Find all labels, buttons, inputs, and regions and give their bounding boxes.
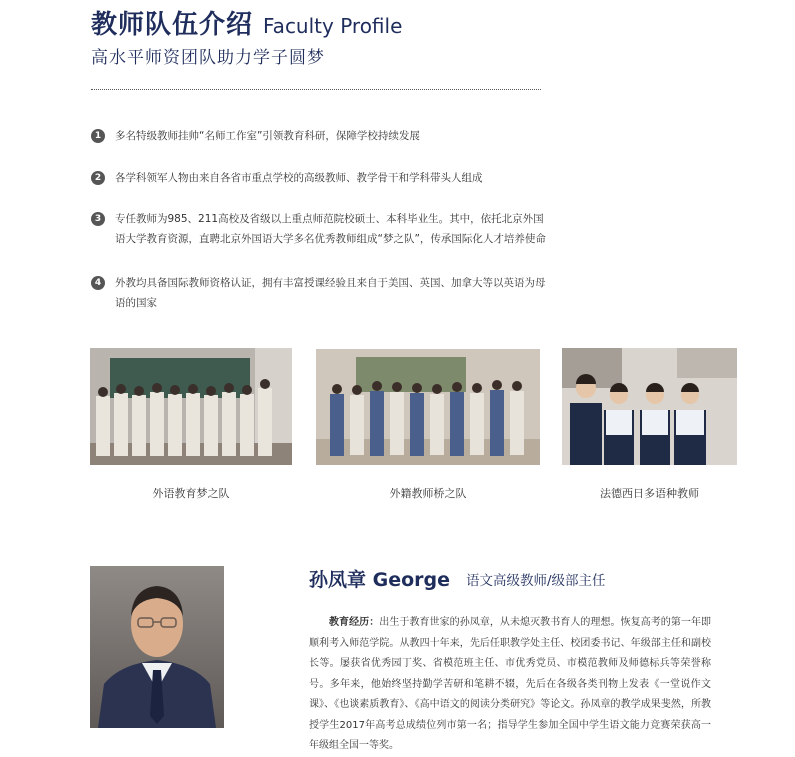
page-title-cn: 教师队伍介绍	[91, 10, 254, 40]
point-item-3	[91, 209, 551, 249]
photo-caption-1: 外语教育梦之队	[152, 487, 230, 500]
number-badge-icon: 4	[91, 276, 105, 290]
teacher-portrait	[90, 566, 224, 728]
bio-label: 教育经历：	[329, 617, 380, 628]
point-item-2	[91, 168, 551, 188]
photo-caption-3: 法德西日多语种教师	[600, 487, 699, 500]
number-badge-icon: 3	[91, 212, 105, 226]
teacher-title: 语文高级教师/级部主任	[466, 573, 606, 589]
teacher-name: 孙凤章 George	[309, 569, 451, 591]
number-badge-icon: 2	[91, 171, 105, 185]
photo-multilingual-teachers	[562, 348, 737, 465]
photo-foreign-language-team	[90, 348, 292, 465]
page-title	[91, 4, 402, 41]
title-divider	[91, 89, 541, 90]
point-text: 专任教师为985、211高校及省级以上重点师范院校硕士、本科毕业生。其中，依托北京外国语大学教育资源，直聘北京外国语大学多名优秀教师组成“梦之队”，传承国际化人才培养使命	[115, 213, 546, 245]
point-item-1	[91, 126, 551, 146]
number-badge-icon: 1	[91, 129, 105, 143]
teacher-bio	[309, 613, 711, 757]
point-text: 多名特级教师挂帅“名师工作室”引领教育科研，保障学校持续发展	[115, 130, 420, 142]
page-subtitle: 高水平师资团队助力学子圆梦	[91, 48, 325, 68]
point-item-4	[91, 273, 551, 313]
page-title-en: Faculty Profile	[263, 14, 403, 38]
photo-caption-2: 外籍教师桥之队	[389, 487, 467, 500]
photo-foreign-teachers-team	[316, 349, 540, 465]
point-text: 外教均具备国际教师资格认证，拥有丰富授课经验且来自于美国、英国、加拿大等以英语为母语的国家	[115, 277, 546, 309]
bio-text: 出生于教育世家的孙凤章，从未熄灭教书育人的理想。恢复高考的第一年即顺利考入师范学院。从教四十年来，先后任职教学处主任、校团委书记、年级部主任和副校长等。屡获省优秀园丁奖、省模范班主任、市优秀党员、市模范教师及师德标兵等荣誉称号。多年来，他始终坚持勤学苦研和笔耕不辍，先后在各级各类刊物上发表《一堂说作文课》、《也谈素质教育》、《高中语文的阅读分类研究》等论文。孙凤章的教学成果斐然，所教授学生2017年高考总成绩位列市第一名；指导学生参加全国中学生语文能力竞赛荣获高一年级组全国一等奖。	[309, 617, 712, 751]
point-text: 各学科领军人物由来自各省市重点学校的高级教师、教学骨干和学科带头人组成	[115, 172, 483, 184]
